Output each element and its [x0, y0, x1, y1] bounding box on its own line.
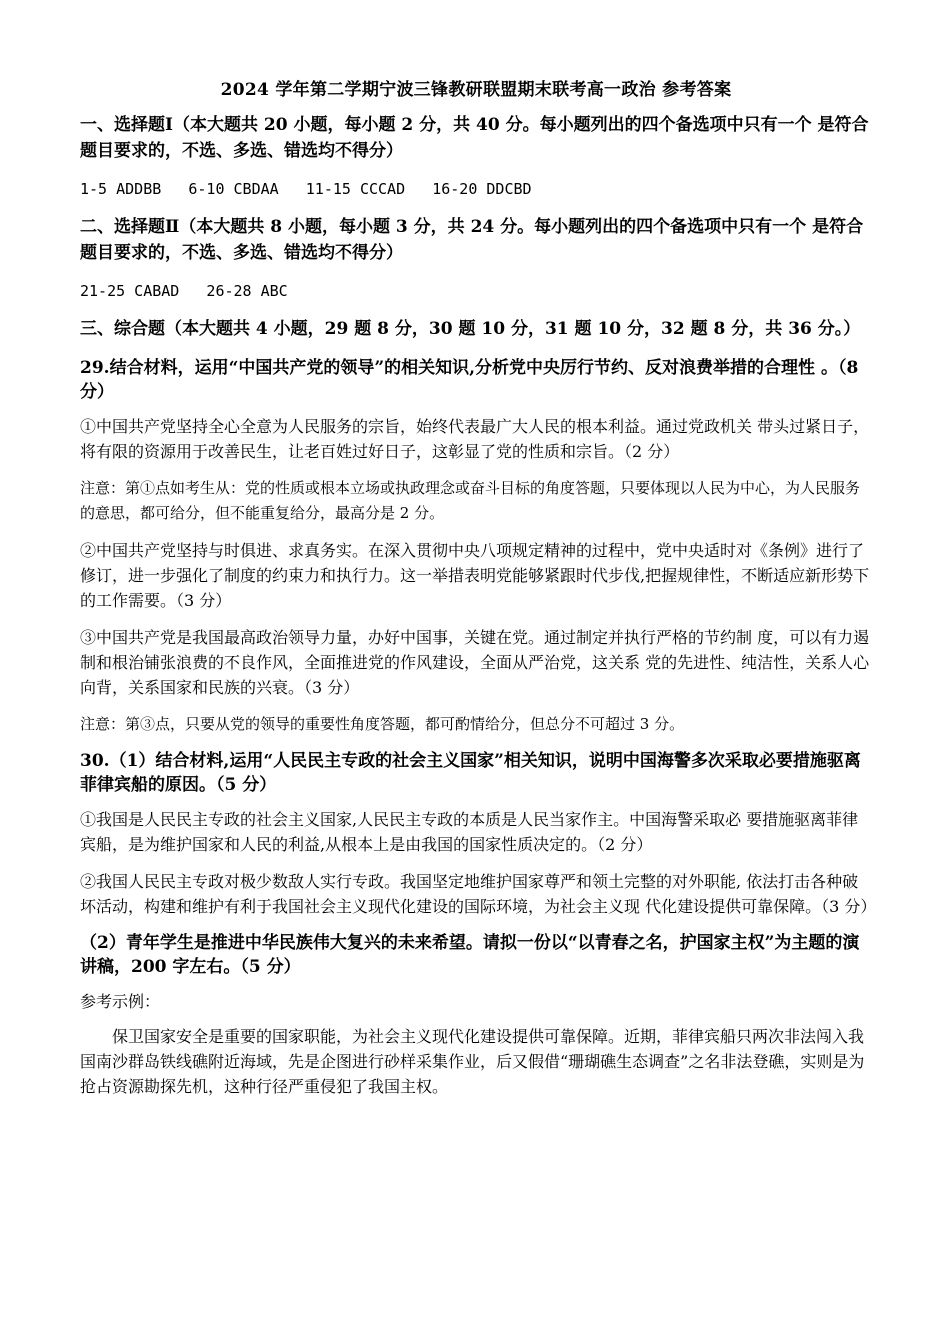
sample-label: 参考示例：: [80, 992, 161, 1011]
q29-note-2: 注意：第③点，只要从党的领导的重要性角度答题，都可酌情给分，但总分不可超过 3 分。: [80, 715, 685, 733]
q29-point-2: ②中国共产党坚持与时俱进、求真务实。在深入贯彻中央八项规定精神的过程中，党中央适时对《条例》进行了修订，进一步强化了制度的约束力和执行力。这一举措表明党能够紧跟时代步伐,把握规律性，不断适应新形势下的工作需要。（3 分）: [80, 541, 870, 610]
q30-point-2: ②我国人民民主专政对极少数敌人实行专政。我国坚定地维护国家尊严和领土完整的对外职能, 依法打击各种破坏活动，构建和维护有利于我国社会主义现代化建设的国际环境，为社会主义现 代化建设提供可靠保障。（3 分）: [80, 872, 877, 916]
section-1-answers: 1-5 ADDBB 6-10 CBDAA 11-15 CCCAD 16-20 DDCBD: [80, 180, 532, 198]
section-2-answers: 21-25 CABAD 26-28 ABC: [80, 282, 288, 300]
question-29: 29.结合材料，运用“中国共产党的领导”的相关知识,分析党中央厉行节约、反对浪费举措的合理性 。（8 分）: [80, 358, 859, 402]
question-30-part-2: （2）青年学生是推进中华民族伟大复兴的未来希望。请拟一份以“以青春之名，护国家主权”为主题的演讲稿，200 字左右。（5 分）: [80, 933, 860, 977]
q29-point-3: ③中国共产党是我国最高政治领导力量，办好中国事，关键在党。通过制定并执行严格的节约制 度，可以有力遏制和根治铺张浪费的不良作风，全面推进党的作风建设，全面从严治党，这关系 党的先进性、纯洁性，关系人心向背，关系国家和民族的兴衰。（3 分）: [80, 628, 870, 697]
sample-text: 保卫国家安全是重要的国家职能，为社会主义现代化建设提供可靠保障。近期，菲律宾船只两次非法闯入我国南沙群岛铁线礁附近海域，先是企图进行砂样采集作业，后又假借“珊瑚礁生态调查”之名非法登礁，实则是为抢占资源勘探先机，这种行径严重侵犯了我国主权。: [80, 1027, 865, 1096]
page-title: 2024 学年第二学期宁波三锋教研联盟期末联考高一政治 参考答案: [220, 80, 732, 100]
q29-note-1: 注意：第①点如考生从：党的性质或根本立场或执政理念或奋斗目标的角度答题，只要体现以人民为中心，为人民服务的意思，都可给分，但不能重复给分，最高分是 2 分。: [80, 479, 861, 522]
section-2-heading: 二、选择题Ⅱ（本大题共 8 小题，每小题 3 分，共 24 分。每小题列出的四个备选项中只有一个 是符合题目要求的，不选、多选、错选均不得分）: [80, 217, 864, 263]
section-3-heading: 三、综合题（本大题共 4 小题，29 题 8 分，30 题 10 分，31 题 10 分，32 题 8 分，共 36 分。）: [80, 319, 861, 339]
q30-point-1: ①我国是人民民主专政的社会主义国家,人民民主专政的本质是人民当家作主。中国海警采取必 要措施驱离菲律宾船，是为维护国家和人民的利益,从根本上是由我国的国家性质决定的。（2 分）: [80, 810, 859, 854]
answer-key-page: [80, 78, 877, 1111]
question-30-part-1: 30.（1）结合材料,运用“人民民主专政的社会主义国家”相关知识，说明中国海警多次采取必要措施驱离菲律宾船的原因。（5 分）: [80, 751, 861, 795]
q29-point-1: ①中国共产党坚持全心全意为人民服务的宗旨，始终代表最广大人民的根本利益。通过党政机关 带头过紧日子，将有限的资源用于改善民生，让老百姓过好日子，这彰显了党的性质和宗旨。（2 分）: [80, 417, 870, 461]
section-1-heading: 一、选择题Ⅰ（本大题共 20 小题，每小题 2 分，共 40 分。每小题列出的四个备选项中只有一个 是符合题目要求的，不选、多选、错选均不得分）: [80, 115, 869, 161]
